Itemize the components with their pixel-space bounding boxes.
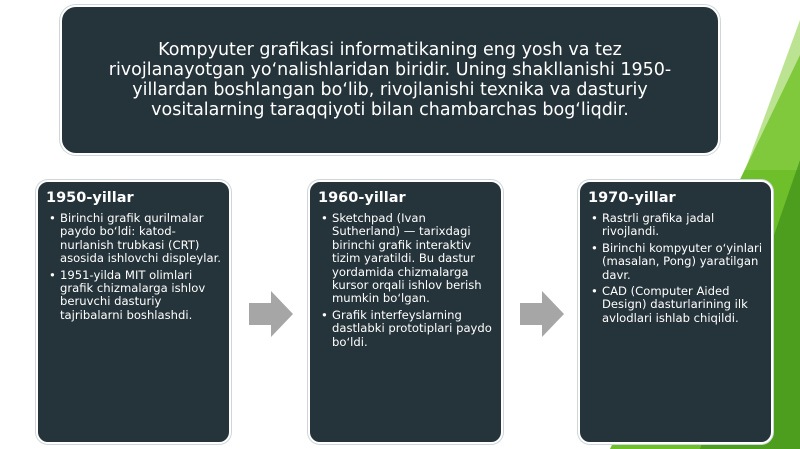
bullet-item: • 1951-yilda MIT olimlari grafik chizmalarga ishlov beruvchi dasturiy tajribalarni boshlashdi. <box>60 269 221 323</box>
arrow-right-icon <box>249 291 293 337</box>
bullet-item: • Rastrli grafika jadal rivojlandi. <box>602 212 763 239</box>
green-accent-shape <box>745 20 800 170</box>
bullet-item: • Grafik interfeyslarning dastlabki prototiplari paydo boʻldi. <box>332 309 493 349</box>
period-card-1950 <box>36 180 231 444</box>
bullet-item: • Sketchpad (Ivan Sutherland) — tarixdagi birinchi grafik interaktiv tizim yaratildi. Bu dastur yordamida chizmalarga kursor orqali ishlov berish mumkin boʻlgan. <box>332 212 493 306</box>
period-title: 1960-yillar <box>318 190 406 206</box>
bullet-list <box>46 212 221 322</box>
period-title: 1950-yillar <box>46 190 134 206</box>
bullet-list <box>318 212 493 349</box>
bullet-list <box>588 212 763 325</box>
intro-box <box>60 5 720 155</box>
bullet-item: • Birinchi grafik qurilmalar paydo boʻldi: katod-nurlanish trubkasi (CRT) asosida ishlovchi displeylar. <box>60 212 221 266</box>
period-title: 1970-yillar <box>588 190 676 206</box>
bullet-item: • CAD (Computer Aided Design) dasturlarining ilk avlodlari ishlab chiqildi. <box>602 285 763 325</box>
period-card-1960 <box>308 180 503 444</box>
arrow-right-icon <box>520 291 564 337</box>
bullet-item: • Birinchi kompyuter oʻyinlari (masalan, Pong) yaratilgan davr. <box>602 242 763 282</box>
intro-text: Kompyuter grafikasi informatikaning eng yosh va tez rivojlanayotgan yoʻnalishlaridan biridir. Uning shakllanishi 1950-yillardan boshlangan boʻlib, rivojlanishi texnika va dasturiy vositalarning taraqqiyoti bilan chambarchas bogʻliqdir. <box>108 40 672 120</box>
period-card-1970 <box>578 180 773 444</box>
